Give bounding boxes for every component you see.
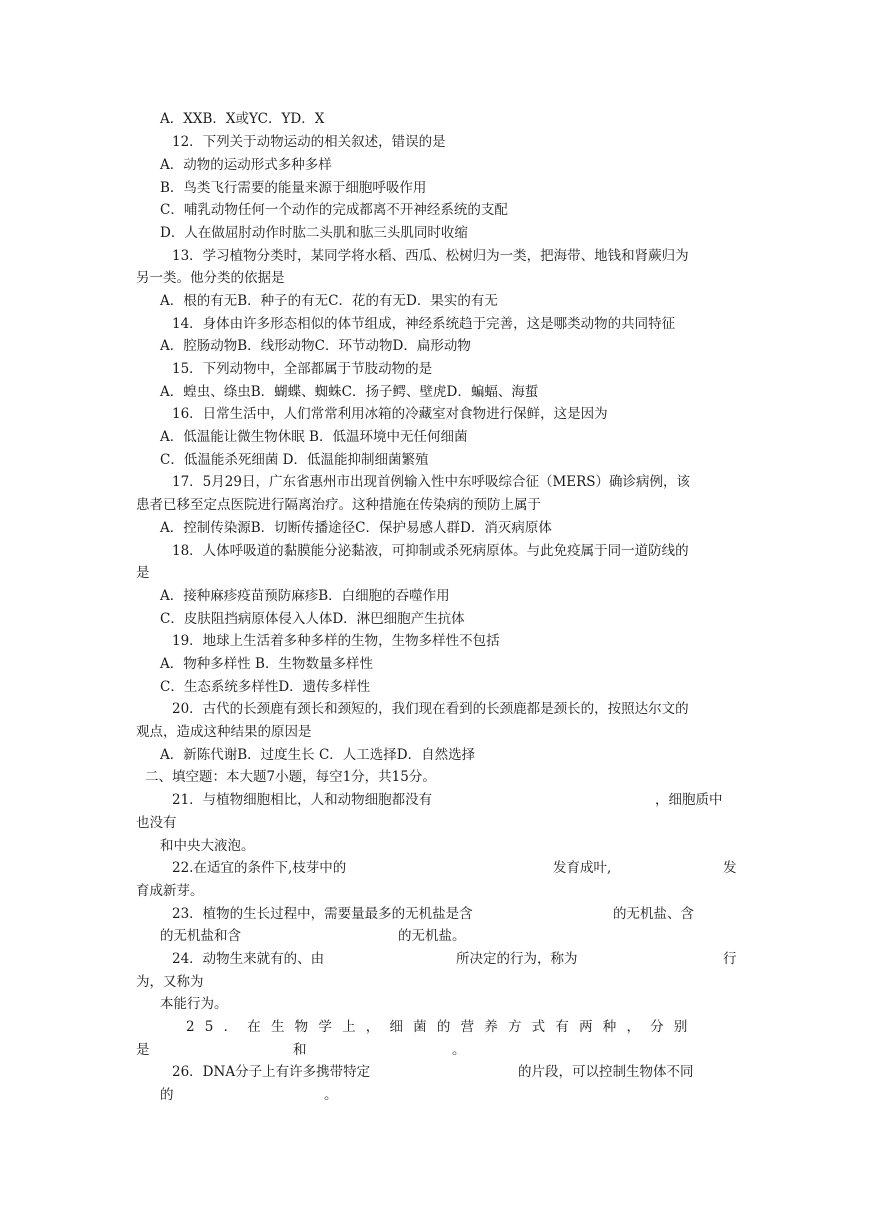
q22-text-d: 育成新芽。	[136, 883, 204, 899]
q13-stem: 13．学习植物分类时，某同学将水稻、西瓜、松树归为一类，把海带、地钱和肾蕨归为	[172, 248, 689, 264]
q23-text-d: 的无机盐。	[398, 928, 466, 944]
q18-options-ab: A．接种麻疹疫苗预防麻疹B．白细胞的吞噬作用	[160, 588, 450, 604]
q22-text-a: 22.在适宜的条件下,枝芽中的	[172, 860, 347, 876]
section-two-heading: 二、填空题：本大题7小题，每空1分，共15分。	[145, 769, 436, 785]
q23-text-a: 23．植物的生长过程中，需要量最多的无机盐是含	[172, 906, 473, 922]
q12-option-c: C．哺乳动物任何一个动作的完成都离不开神经系统的支配	[160, 202, 508, 218]
q26-text-a: 26．DNA分子上有许多携带特定	[172, 1064, 371, 1080]
q15-stem: 15．下列动物中，全部都属于节肢动物的是	[172, 361, 433, 377]
q19-stem: 19．地球上生活着多种多样的生物，生物多样性不包括	[172, 633, 500, 649]
q13-options: A．根的有无B．种子的有无C．花的有无D．果实的有无	[160, 293, 498, 309]
q21-text-d: 和中央大液泡。	[160, 838, 255, 854]
q26-text-b: 的片段，可以控制生物体不同	[518, 1064, 694, 1080]
q11-options: A．XXB．X或YC．YD．X	[160, 111, 325, 127]
q14-options: A．腔肠动物B．线形动物C．环节动物D．扁形动物	[160, 338, 471, 354]
q14-stem: 14．身体由许多形态相似的体节组成，神经系统趋于完善，这是哪类动物的共同特征	[172, 316, 676, 332]
q26-text-c: 的	[160, 1087, 174, 1103]
q23-text-b: 的无机盐、含	[613, 906, 694, 922]
q24-text-a: 24．动物生来就有的、由	[172, 951, 325, 967]
q20-stem: 20．古代的长颈鹿有颈长和颈短的，我们现在看到的长颈鹿都是颈长的，按照达尔文的	[172, 701, 689, 717]
q25-text-b: 是	[136, 1042, 150, 1058]
q21-text-b: ，细胞质中	[655, 792, 723, 808]
q16-stem: 16．日常生活中，人们常常利用冰箱的冷藏室对食物进行保鲜，这是因为	[172, 406, 608, 422]
q20-options: A．新陈代谢B．过度生长 C．人工选择D．自然选择	[160, 747, 476, 763]
q22-text-b: 发育成叶,	[553, 860, 612, 876]
q16-options-ab: A．低温能让微生物休眠 B．低温环境中无任何细菌	[160, 429, 468, 445]
q17-options: A．控制传染源B．切断传播途径C．保护易感人群D．消灭病原体	[160, 520, 552, 536]
q16-options-cd: C．低温能杀死细菌 D．低温能抑制细菌繁殖	[160, 452, 429, 468]
q12-stem: 12．下列关于动物运动的相关叙述，错误的是	[172, 134, 446, 150]
q19-options-ab: A．物种多样性 B．生物数量多样性	[160, 656, 373, 672]
q24-text-d: 为，又称为	[136, 974, 204, 990]
q13-stem-cont: 另一类。他分类的依据是	[136, 270, 285, 286]
q24-text-e: 本能行为。	[160, 996, 228, 1012]
q25-text-d: 。	[452, 1042, 466, 1058]
q20-stem-cont: 观点，造成这种结果的原因是	[136, 724, 312, 740]
q21-text-c: 也没有	[136, 815, 177, 831]
q18-stem: 18．人体呼吸道的黏膜能分泌黏液，可抑制或杀死病原体。与此免疫属于同一道防线的	[172, 543, 689, 559]
q15-options: A．蝗虫、绦虫B．蝴蝶、蜘蛛C．扬子鳄、壁虎D．蝙蝠、海蜇	[160, 384, 539, 400]
q23-text-c: 的无机盐和含	[160, 928, 241, 944]
q24-text-c: 行	[723, 951, 737, 967]
q25-text-c: 和	[293, 1042, 307, 1058]
q26-text-d: 。	[324, 1087, 338, 1103]
q17-stem-cont: 患者已移至定点医院进行隔离治疗。这种措施在传染病的预防上属于	[136, 497, 541, 513]
q18-stem-cont: 是	[136, 565, 150, 581]
q17-stem: 17．5月29日，广东省惠州市出现首例输入性中东呼吸综合征（MERS）确诊病例，该	[172, 474, 691, 490]
q12-option-b: B．鸟类飞行需要的能量来源于细胞呼吸作用	[160, 180, 427, 196]
q12-option-d: D．人在做屈肘动作时肱二头肌和肱三头肌同时收缩	[160, 225, 468, 241]
q21-text-a: 21．与植物细胞相比，人和动物细胞都没有	[172, 792, 433, 808]
q22-text-c: 发	[723, 860, 737, 876]
q18-options-cd: C．皮肤阻挡病原体侵入人体D．淋巴细胞产生抗体	[160, 611, 465, 627]
q24-text-b: 所决定的行为，称为	[456, 951, 578, 967]
q12-option-a: A．动物的运动形式多种多样	[160, 157, 332, 173]
q19-options-cd: C．生态系统多样性D．遗传多样性	[160, 679, 371, 695]
q25-text-a: 25．在生物学上，细菌的营养方式有两种，分别	[186, 1019, 698, 1035]
